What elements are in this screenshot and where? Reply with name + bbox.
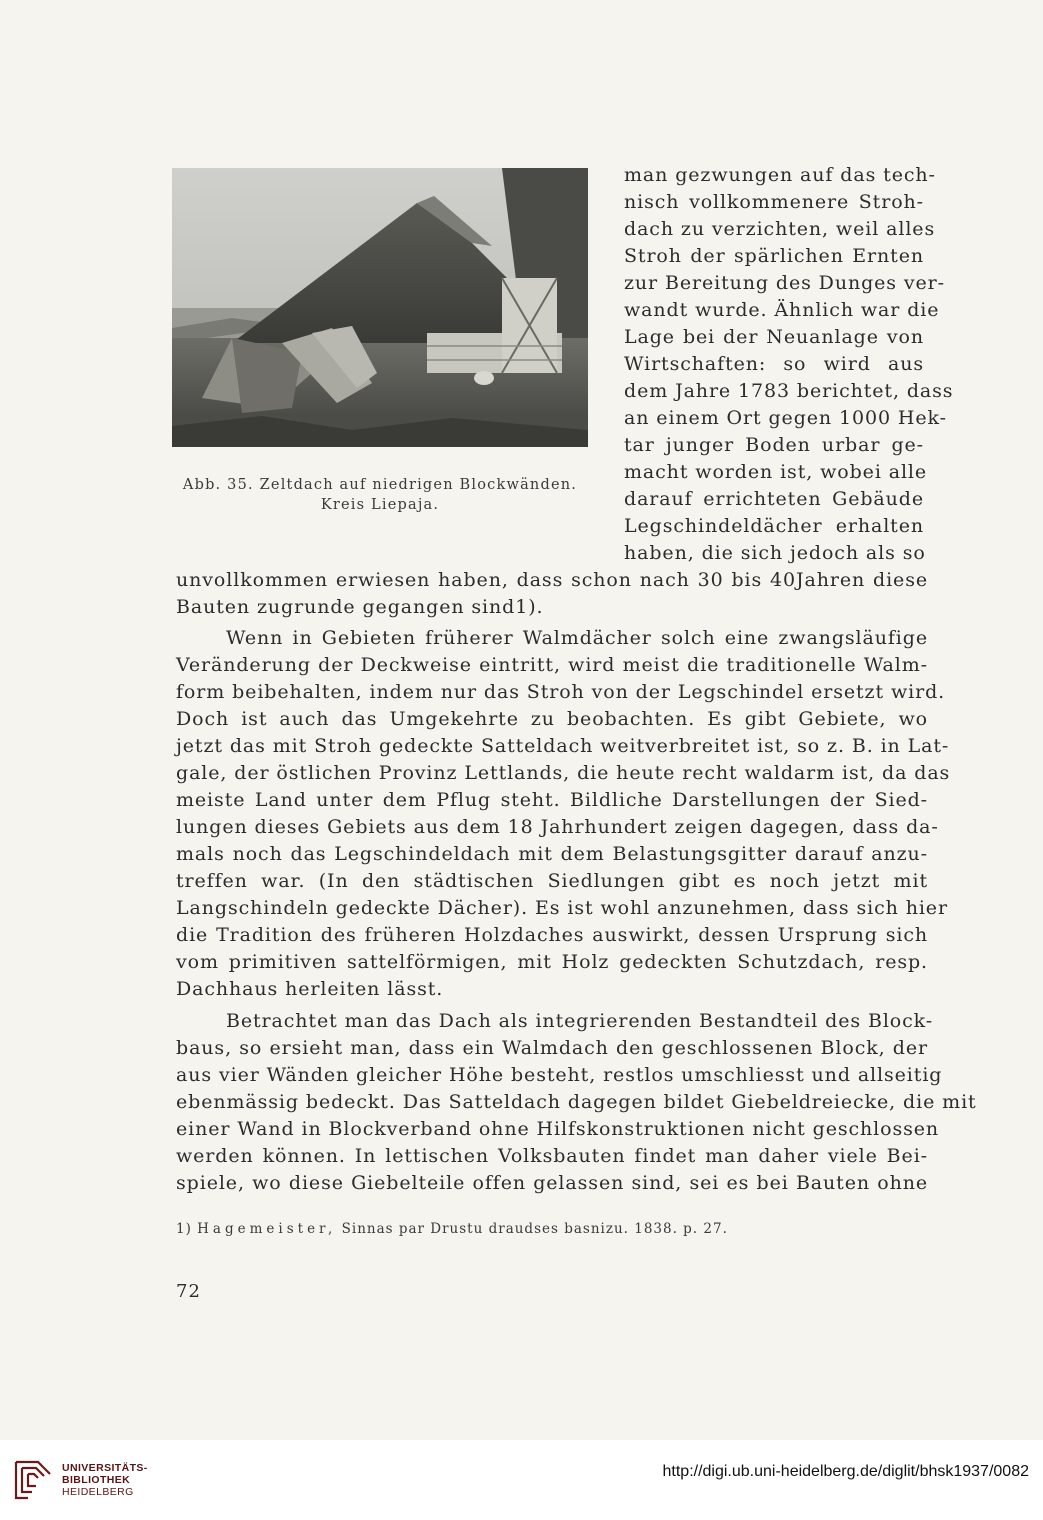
footnote (176, 1221, 728, 1237)
text-line: treffen war. (In den städtischen Siedlungen gibt es noch jetzt mit (176, 870, 928, 892)
text-line: Betrachtet man das Dach als integrierenden Bestandteil des Block- (226, 1010, 934, 1032)
text-line: form beibehalten, indem nur das Stroh von der Legschindel ersetzt wird. (176, 681, 946, 703)
footnote-author: Hagemeister, (197, 1221, 337, 1237)
library-name-line: UNIVERSITÄTS- (62, 1462, 148, 1474)
caption-line: Abb. 35. Zeltdach auf niedrigen Blockwänden. (182, 477, 578, 493)
text-line: baus, so ersieht man, dass ein Walmdach den geschlossenen Block, der (176, 1037, 928, 1059)
figure-photo (172, 168, 588, 447)
text-line: spiele, wo diese Giebelteile offen gelassen sind, sei es bei Bauten ohne (176, 1172, 928, 1194)
text-line: Dachhaus herleiten lässt. (176, 978, 444, 1000)
figure-caption (172, 475, 588, 515)
text-line: gale, der östlichen Provinz Lettlands, die heute recht waldarm ist, da das (176, 762, 951, 784)
text-line: Veränderung der Deckweise eintritt, wird meist die traditionelle Walm- (176, 654, 928, 676)
text-line: ebenmässig bedeckt. Das Satteldach dagegen bildet Giebeldreiecke, die mit (176, 1091, 977, 1113)
paragraph-3 (176, 1008, 977, 1197)
text-line: Wenn in Gebieten früherer Walmdächer solch eine zwangsläufige (226, 627, 928, 649)
text-line: unvollkommen erwiesen haben, dass schon nach 30 bis 40Jahren diese (176, 569, 928, 591)
text-line: tar junger Boden urbar ge- (624, 434, 924, 456)
text-line: macht worden ist, wobei alle (624, 461, 928, 483)
text-line: mals noch das Legschindeldach mit dem Belastungsgitter darauf anzu- (176, 843, 928, 865)
text-line: vom primitiven sattelförmigen, mit Holz gedeckten Schutzdach, resp. (176, 951, 928, 973)
text-line: einer Wand in Blockverband ohne Hilfskonstruktionen nicht geschlossen (176, 1118, 940, 1140)
text-line: jetzt das mit Stroh gedeckte Satteldach weitverbreitet ist, so z. B. in Lat- (176, 735, 950, 757)
text-line: darauf errichteten Gebäude (624, 488, 924, 510)
page-number: 72 (176, 1281, 201, 1302)
text-line: an einem Ort gegen 1000 Hek- (624, 407, 947, 429)
text-line: dem Jahre 1783 berichtet, dass (624, 380, 954, 402)
text-line: wandt wurde. Ähnlich war die (624, 299, 940, 321)
text-line: Langschindeln gedeckte Dächer). Es ist wohl anzunehmen, dass sich hier (176, 897, 948, 919)
text-line: die Tradition des früheren Holzdaches auswirkt, dessen Ursprung sich (176, 924, 928, 946)
text-line: lungen dieses Gebiets aus dem 18 Jahrhundert zeigen dagegen, dass da- (176, 816, 939, 838)
library-logo-icon[interactable] (12, 1456, 54, 1504)
paragraph-1 (176, 567, 928, 621)
library-name-line: HEIDELBERG (62, 1486, 134, 1498)
text-line: Stroh der spärlichen Ernten (624, 245, 924, 267)
viewer-footer (0, 1440, 1043, 1520)
text-line: Wirtschaften: so wird aus (624, 353, 924, 375)
footnote-marker: 1) (176, 1221, 192, 1237)
footnote-text: Sinnas par Drustu draudses basnizu. 1838. p. 27. (341, 1221, 728, 1237)
text-line: werden können. In lettischen Volksbauten findet man daher viele Bei- (176, 1145, 928, 1167)
text-line: man gezwungen auf das tech- (624, 164, 936, 186)
library-name[interactable] (62, 1462, 148, 1498)
caption-line: Kreis Liepaja. (320, 497, 440, 513)
text-line: zur Bereitung des Dunges ver- (624, 272, 945, 294)
text-line: Legschindeldächer erhalten (624, 515, 924, 537)
permalink-url[interactable]: http://digi.ub.uni-heidelberg.de/diglit/bhsk1937/0082 (662, 1463, 1029, 1480)
text-line: aus vier Wänden gleicher Höhe besteht, restlos umschliesst und allseitig (176, 1064, 943, 1086)
paragraph-2 (176, 625, 951, 1003)
text-line: dach zu verzichten, weil alles (624, 218, 936, 240)
text-line: Lage bei der Neuanlage von (624, 326, 924, 348)
text-line: haben, die sich jedoch als so (624, 542, 926, 564)
text-line: Bauten zugrunde gegangen sind1). (176, 596, 544, 618)
library-name-line: BIBLIOTHEK (62, 1474, 131, 1486)
text-line: meiste Land unter dem Pflug steht. Bildliche Darstellungen der Sied- (176, 789, 928, 811)
right-column-text (624, 162, 954, 567)
text-line: nisch vollkommenere Stroh- (624, 191, 924, 213)
text-line: Doch ist auch das Umgekehrte zu beobachten. Es gibt Gebiete, wo (176, 708, 928, 730)
thatched-hut-photo (172, 168, 588, 447)
